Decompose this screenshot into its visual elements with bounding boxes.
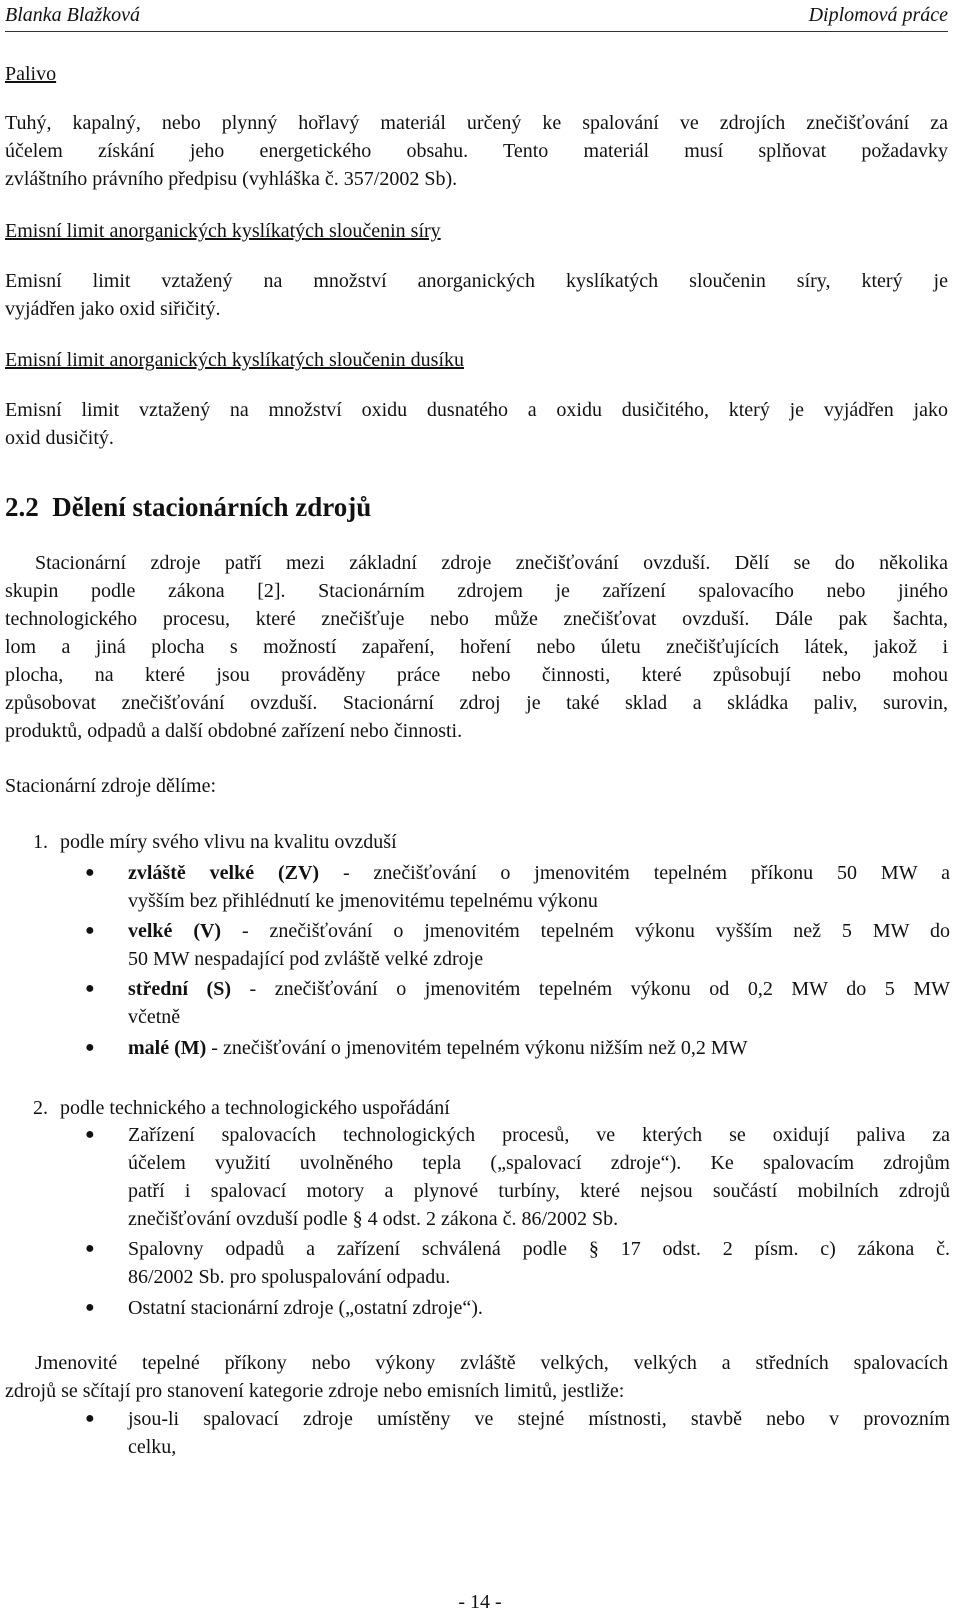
bullet-icon: ● xyxy=(85,1240,95,1257)
palivo-line-2: účelem získání jeho energetického obsahu. Tento materiál musí splňovat požadavky xyxy=(5,140,948,162)
closing-line-1: Jmenovité tepelné příkony nebo výkony zvláště velkých, velkých a středních spalovacích xyxy=(35,1352,948,1374)
list1-item-4-line-1 xyxy=(128,1034,950,1062)
bullet-icon: ● xyxy=(85,980,95,997)
list1-item-2-line-1 xyxy=(128,917,950,945)
list1-item-2-text: - znečišťování o jmenovitém tepelném výkonu vyšším než 5 MW do xyxy=(221,920,950,942)
bullet-icon: ● xyxy=(85,864,95,881)
page-number: - 14 - xyxy=(458,1591,502,1613)
dusik-line-2: oxid dusičitý. xyxy=(5,427,114,449)
list2-number: 2. xyxy=(33,1097,48,1119)
list1-item-3-bold: střední (S) xyxy=(128,978,231,1000)
closing-bullet-line-1: jsou-li spalovací zdroje umístěny ve stejné místnosti, stavbě nebo v provozním xyxy=(128,1408,950,1430)
palivo-line-3: zvláštního právního předpisu (vyhláška č. 357/2002 Sb). xyxy=(5,168,458,190)
section-title: Dělení stacionárních zdrojů xyxy=(52,492,372,522)
siry-line-2: vyjádřen jako oxid siřičitý. xyxy=(5,298,221,320)
section-para-line-7: produktů, odpadů a další obdobné zařízení nebo činnosti. xyxy=(5,720,463,742)
list1-number: 1. xyxy=(33,831,48,853)
list1-item-1-bold: zvláště velké (ZV) xyxy=(128,862,320,884)
section-heading xyxy=(5,492,371,523)
bullet-icon: ● xyxy=(85,1299,95,1316)
list1-item-2-line-2: 50 MW nespadající pod zvláště velké zdroje xyxy=(128,948,484,970)
list1-heading: podle míry svého vlivu na kvalitu ovzduší xyxy=(60,831,397,853)
palivo-line-1: Tuhý, kapalný, nebo plynný hořlavý materiál určený ke spalování ve zdrojích znečišťování za xyxy=(5,112,948,134)
bullet-icon: ● xyxy=(85,1039,95,1056)
list2-item-3-line-1: Ostatní stacionární zdroje („ostatní zdroje“). xyxy=(128,1297,483,1319)
bullet-icon: ● xyxy=(85,1410,95,1427)
header-doc-type: Diplomová práce xyxy=(808,4,948,26)
term-siry: Emisní limit anorganických kyslíkatých sloučenin síry xyxy=(5,220,441,242)
list2-item-1-line-4: znečišťování ovzduší podle § 4 odst. 2 zákona č. 86/2002 Sb. xyxy=(128,1208,619,1230)
section-number: 2.2 xyxy=(5,492,39,522)
section-para-line-4: lom a jiná plocha s možností zapaření, hoření nebo úletu znečišťujících látek, jakož i xyxy=(5,636,948,658)
bullet-icon: ● xyxy=(85,1126,95,1143)
section-para-line-6: způsobovat znečišťování ovzduší. Stacionární zdroj je také sklad a skládka paliv, surovin, xyxy=(5,692,948,714)
list2-item-2-line-1: Spalovny odpadů a zařízení schválená podle § 17 odst. 2 písm. c) zákona č. xyxy=(128,1238,950,1260)
section-para-line-1: Stacionární zdroje patří mezi základní zdroje znečišťování ovzduší. Dělí se do několika xyxy=(35,552,948,574)
list1-item-3-line-1 xyxy=(128,975,950,1003)
list2-item-1-line-1: Zařízení spalovacích technologických procesů, ve kterých se oxidují paliva za xyxy=(128,1124,950,1146)
closing-bullet-line-2: celku, xyxy=(128,1436,177,1458)
list2-item-1-line-3: patří i spalovací motory a plynové turbíny, které nejsou součástí mobilních zdrojů xyxy=(128,1180,950,1202)
header-rule xyxy=(5,31,948,32)
term-palivo: Palivo xyxy=(5,63,57,85)
list1-item-3-line-2: včetně xyxy=(128,1006,181,1028)
list1-item-2-bold: velké (V) xyxy=(128,920,222,942)
list2-item-1-line-2: účelem využití uvolněného tepla („spalovací zdroje“). Ke spalovacím zdrojům xyxy=(128,1152,950,1174)
header-author: Blanka Blažková xyxy=(5,4,140,26)
section-para-line-2: skupin podle zákona [2]. Stacionárním zdrojem je zařízení spalovacího nebo jiného xyxy=(5,580,948,602)
siry-line-1: Emisní limit vztažený na množství anorganických kyslíkatých sloučenin síry, který je xyxy=(5,270,948,292)
list1-item-4-bold: malé (M) xyxy=(128,1037,207,1059)
section-para-line-3: technologického procesu, které znečišťuje nebo může znečišťovat ovzduší. Dále pak šachta, xyxy=(5,608,948,630)
list1-item-1-text: - znečišťování o jmenovitém tepelném příkonu 50 MW a xyxy=(319,862,951,884)
list1-item-4-text: - znečišťování o jmenovitém tepelném výkonu nižším než 0,2 MW xyxy=(206,1037,748,1059)
section-para-line-5: plocha, na které jsou prováděny práce nebo činnosti, které způsobují nebo mohou xyxy=(5,664,948,686)
closing-line-2: zdrojů se sčítají pro stanovení kategorie zdroje nebo emisních limitů, jestliže: xyxy=(5,1380,625,1402)
list1-item-1-line-2: vyšším bez přihlédnutí ke jmenovitému tepelnému výkonu xyxy=(128,890,598,912)
list1-item-1-line-1 xyxy=(128,859,950,887)
list2-item-2-line-2: 86/2002 Sb. pro spoluspalování odpadu. xyxy=(128,1266,451,1288)
list1-item-3-text: - znečišťování o jmenovitém tepelném výkonu od 0,2 MW do 5 MW xyxy=(231,978,950,1000)
divide-intro: Stacionární zdroje dělíme: xyxy=(5,775,217,797)
bullet-icon: ● xyxy=(85,922,95,939)
list2-heading: podle technického a technologického uspořádání xyxy=(60,1097,450,1119)
dusik-line-1: Emisní limit vztažený na množství oxidu dusnatého a oxidu dusičitého, který je vyjádřen jako xyxy=(5,399,948,421)
term-dusik: Emisní limit anorganických kyslíkatých sloučenin dusíku xyxy=(5,349,465,371)
